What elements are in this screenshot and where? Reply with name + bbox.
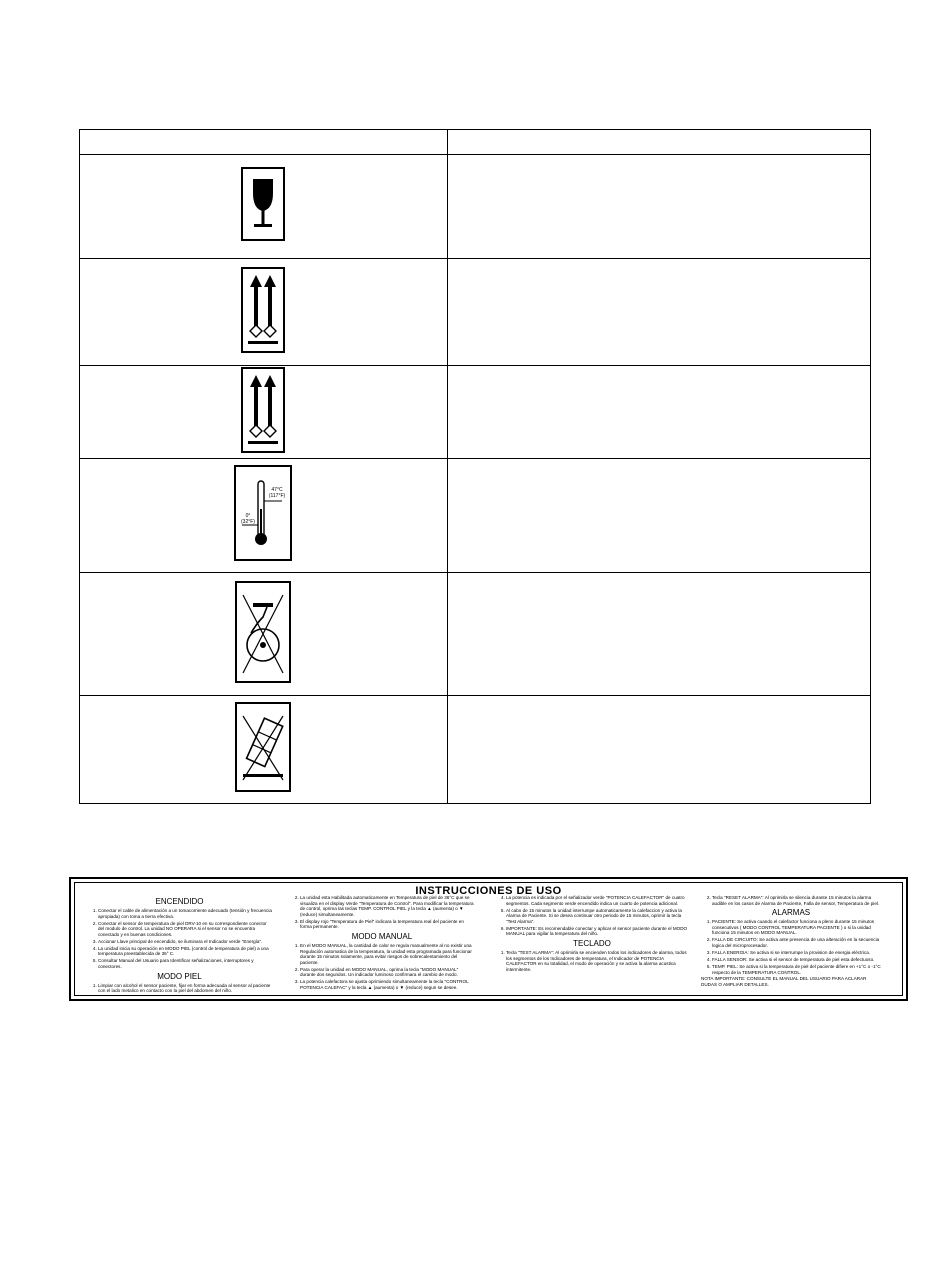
- symbol-description: [447, 696, 870, 804]
- list-encendido: [87, 908, 272, 970]
- instructions-label-frame: [74, 882, 903, 996]
- list-item: 3. La potencia calefactora se ajusta oprimiendo simultaneamente la tecla "CONTROL POTENCIA CALEFAC" y la tecla ▲ (aumenta) o ▼ (reduce) segun se desee.: [300, 979, 475, 990]
- instructions-column-3: [495, 895, 689, 974]
- symbol-cell: [80, 459, 448, 573]
- heading-teclado: TECLADO: [573, 938, 611, 948]
- no-hand-truck-icon: [235, 581, 291, 683]
- instructions-column-1: [87, 895, 272, 995]
- instructions-label: [69, 877, 908, 1001]
- list-item: 1. Tecla "TEST ALARMA": Al oprimirla se encienden todos los indicadores de alarma, todos los segmentos de los Indicadores de temperatura, el Indicador de POTENCIA CALEFACTOR en su totalidad, el modo de operación y se activa la alarma acustica intermitente.: [506, 950, 689, 972]
- list-item: 3. FALLA ENERGIA: Se activa si se interrumpe la provision de energia eléctrica.: [712, 950, 881, 956]
- list-modo-piel-cont: [289, 895, 475, 930]
- list-modo-manual-cont: [495, 895, 689, 937]
- list-item: 5. Al cabo de 15 minutos la unidad interrumpe automaticamente la calefaccion y activa la Alarma de Paciente. Si se desea continuar otro periodo de 15 minutos, oprimir la tecla "Test Alarma".: [506, 908, 689, 925]
- instructions-title: INSTRUCCIONES DE USO: [415, 885, 562, 897]
- list-item: 1. PACIENTE: Se activa cuando el calefactor funciona a pleno durante 15 minutos consecutivos ( MODO CONTROL TEMPERATURA PACIENTE ) o si la unidad funciona 15 minutos en MODO MANUAL.: [712, 919, 881, 936]
- header-cell-description: [447, 130, 870, 155]
- heading-modo-manual: MODO MANUAL: [351, 931, 413, 941]
- symbol-description: [447, 459, 870, 573]
- table-row: [80, 696, 871, 804]
- this-way-up-icon: [241, 267, 285, 353]
- temp-high-f-label: (117°F): [269, 493, 286, 499]
- list-item: 1. En el MODO MANUAL, la cantidad de calor se regula manualmente al no existir una Regulación automatica de la temperatura, la unidad esta programada para funcionar durante 15 minutos solamente, para evitar riesgos de sobrecalentamiento del paciente.: [300, 943, 475, 965]
- table-row: [80, 155, 871, 259]
- instructions-column-4: [701, 895, 881, 989]
- list-item: 4. La potencia es indicada por el señalizador verde "POTENCIA CALEFACTOR" de cuatro segmentos. Cada segmento verde encendido indica un cuarto de potencia adicional.: [506, 895, 689, 906]
- list-teclado-cont: [701, 895, 881, 906]
- important-note: NOTA IMPORTANTE: CONSULTE EL MANUAL DEL USUARIO PARA ACLARAR DUDAS O AMPLIAR DETALLES.: [701, 976, 867, 988]
- symbol-cell: [80, 155, 448, 259]
- list-item: 3. El display rojo "Temperatura de Piel" indicara la temperatura real del paciente en forma permanente.: [300, 919, 475, 930]
- list-teclado: [495, 950, 689, 972]
- list-alarmas: [701, 919, 881, 975]
- symbol-cell: [80, 259, 448, 366]
- temp-low-label: 0°: [245, 513, 251, 519]
- list-modo-piel: [87, 983, 272, 994]
- symbol-description: [447, 366, 870, 459]
- symbol-cell: [80, 696, 448, 804]
- list-item: 1. Conectar el cable de alimentación a un tomacorriente adecuado (tensión y frecuencia apropiada) con toma a tierra efectiva.: [98, 908, 272, 919]
- list-item: 2. FALLA DE CIRCUITO: Se activa ante presencia de una alteración en la secuencia logica del microprocesador.: [712, 937, 881, 948]
- header-cell-symbol: [80, 130, 448, 155]
- table-row: [80, 259, 871, 366]
- table-row: [80, 366, 871, 459]
- symbol-description: [447, 573, 870, 696]
- fragile-glass-icon: [241, 167, 285, 241]
- symbol-cell: [80, 573, 448, 696]
- table-header-row: [80, 130, 871, 155]
- symbol-description: [447, 259, 870, 366]
- list-item: 2. Para operar la unidad en MODO MANUAL, oprima la tecla "MODO MANUAL" durante dos segundos. Un indicador luminoso confirmara el cambio de modo.: [300, 967, 475, 978]
- list-item: 2. La unidad esta Habilitada automaticamente en Temperatura de piel de 36°C que se visualiza en el display Verde "Temperatura de Control". Para modificar la temperatura de control, oprima las teclas TEMP. CONTROL PIEL y la tecla ▲ (aumenta) o ▼ (reduce) simultaneamente.: [300, 895, 475, 917]
- heading-modo-piel: MODO PIEL: [157, 971, 202, 981]
- list-item: 6. IMPORTANTE: Es recomendable conectar y aplicar el sensor paciente durante el MODO MANUAL para vigilar la temperatura del niño.: [506, 926, 689, 937]
- symbols-table: [79, 129, 871, 804]
- temp-high-label: 47°C: [271, 487, 283, 493]
- list-item: 3. Accionar Llave principal de encendido, se iluminara el Indicador verde "Energía".: [98, 939, 272, 945]
- temp-low-f-label: (32°F): [241, 519, 256, 525]
- list-item: 1. Limpiar con alcohol el sensor paciente, fijar en forma adecuada al sensor al paciente con el lado metalico en contacto con la piel del abdomen del niño.: [98, 983, 272, 994]
- symbol-description: [447, 155, 870, 259]
- list-item: 5. Consultar Manual del Usuario para Identificar señalizaciones, interruptores y conectores.: [98, 958, 272, 969]
- list-item: 2. Tecla "RESET ALARMA": Al oprimirla se silencia durante 15 minutos la alarma audible en los casos de Alarma de Paciente, Falla de sensor, Temperatura de piel.: [712, 895, 881, 906]
- list-item: 4. La unidad inicia su operación en MODO PIEL (control de temperatura de piel) a una temperatura preestablecida de 36° C.: [98, 946, 272, 957]
- temperature-limit-icon: [234, 465, 292, 561]
- list-item: 4. FALLA SENSOR: Se activa si el sensor de temperatura de piel esta defectuoso.: [712, 957, 881, 963]
- table-row: [80, 573, 871, 696]
- list-modo-manual: [289, 943, 475, 991]
- symbol-cell: [80, 366, 448, 459]
- heading-alarmas: ALARMAS: [771, 908, 811, 918]
- heading-encendido: ENCENDIDO: [155, 897, 204, 906]
- table-row: [80, 459, 871, 573]
- list-item: 5. TEMP. PIEL: Se activa si la temperatura de piel del paciente difiere en +1°C o -1°C respecto de la TEMPERATURA CONTROL.: [712, 964, 881, 975]
- do-not-stack-icon: [235, 702, 291, 792]
- instructions-column-2: [289, 895, 475, 992]
- list-item: 2. Conectar el sensor de temperatura de piel DRV-10 en su correspondiente conector del modulo de control. La unidad NO OPERARA si el sensor no se encuentra conectado y en buenas condiciones.: [98, 921, 272, 938]
- this-way-up-icon: [241, 367, 285, 453]
